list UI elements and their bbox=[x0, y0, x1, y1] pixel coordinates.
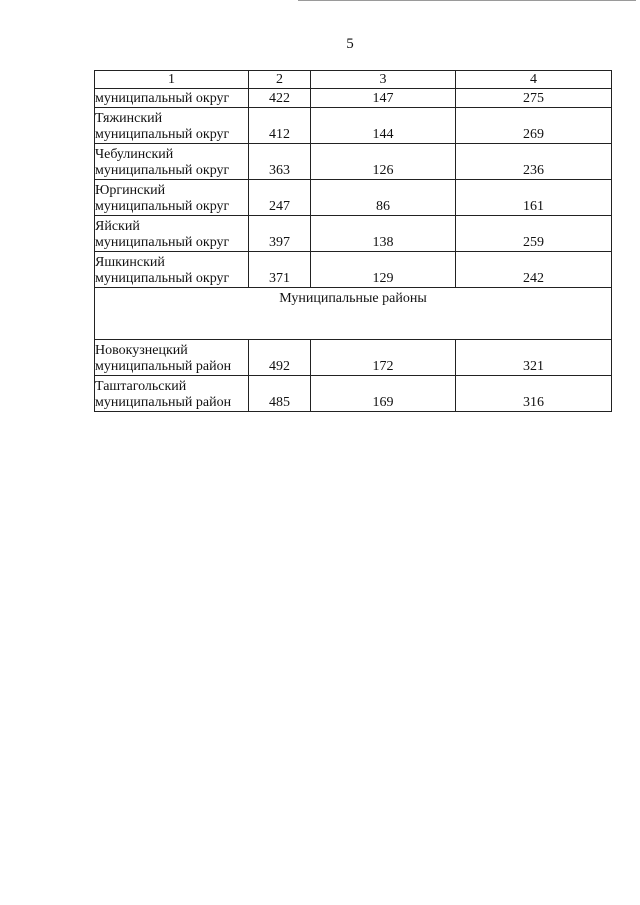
name-line: муниципальный округ bbox=[95, 271, 230, 286]
value-cell-3: 147 bbox=[311, 89, 456, 108]
value-cell-2: 412 bbox=[249, 108, 311, 144]
name-line: муниципальный район bbox=[95, 359, 232, 374]
data-table bbox=[94, 70, 612, 412]
value-cell-2: 397 bbox=[249, 216, 311, 252]
table-row bbox=[95, 108, 612, 144]
table-row bbox=[95, 340, 612, 376]
name-cell bbox=[95, 89, 249, 108]
name-cell bbox=[95, 108, 249, 144]
name-line: Тяжинский bbox=[95, 111, 163, 126]
name-cell bbox=[95, 216, 249, 252]
top-rule bbox=[298, 0, 636, 1]
table-row bbox=[95, 180, 612, 216]
value-cell-2: 422 bbox=[249, 89, 311, 108]
value-cell-4: 236 bbox=[456, 144, 612, 180]
name-cell bbox=[95, 340, 249, 376]
name-line: муниципальный округ bbox=[95, 163, 230, 178]
name-line: муниципальный округ bbox=[95, 91, 230, 106]
value-cell-4: 269 bbox=[456, 108, 612, 144]
name-cell bbox=[95, 144, 249, 180]
table-row bbox=[95, 216, 612, 252]
value-cell-2: 371 bbox=[249, 252, 311, 288]
value-cell-3: 172 bbox=[311, 340, 456, 376]
name-line: Яшкинский bbox=[95, 255, 165, 270]
table-row bbox=[95, 144, 612, 180]
header-cell-4: 4 bbox=[456, 71, 612, 89]
name-line: муниципальный округ bbox=[95, 199, 230, 214]
page-number: 5 bbox=[346, 36, 354, 52]
value-cell-4: 316 bbox=[456, 376, 612, 412]
value-cell-4: 161 bbox=[456, 180, 612, 216]
value-cell-4: 259 bbox=[456, 216, 612, 252]
section-title: Муниципальные районы bbox=[95, 288, 612, 340]
name-line: Новокузнецкий bbox=[95, 343, 188, 358]
name-line: муниципальный район bbox=[95, 395, 232, 410]
name-cell bbox=[95, 376, 249, 412]
name-line: Юргинский bbox=[95, 183, 166, 198]
value-cell-2: 363 bbox=[249, 144, 311, 180]
value-cell-4: 321 bbox=[456, 340, 612, 376]
value-cell-3: 126 bbox=[311, 144, 456, 180]
value-cell-3: 129 bbox=[311, 252, 456, 288]
value-cell-2: 247 bbox=[249, 180, 311, 216]
header-cell-1: 1 bbox=[95, 71, 249, 89]
value-cell-4: 275 bbox=[456, 89, 612, 108]
name-line: муниципальный округ bbox=[95, 127, 230, 142]
value-cell-2: 485 bbox=[249, 376, 311, 412]
name-cell bbox=[95, 252, 249, 288]
table-row bbox=[95, 252, 612, 288]
table-row bbox=[95, 376, 612, 412]
header-cell-2: 2 bbox=[249, 71, 311, 89]
name-line: Яйский bbox=[95, 219, 140, 234]
value-cell-3: 86 bbox=[311, 180, 456, 216]
header-cell-3: 3 bbox=[311, 71, 456, 89]
value-cell-3: 138 bbox=[311, 216, 456, 252]
name-line: муниципальный округ bbox=[95, 235, 230, 250]
name-line: Таштагольский bbox=[95, 379, 187, 394]
name-line: Чебулинский bbox=[95, 147, 174, 162]
value-cell-3: 169 bbox=[311, 376, 456, 412]
value-cell-2: 492 bbox=[249, 340, 311, 376]
value-cell-4: 242 bbox=[456, 252, 612, 288]
table-row bbox=[95, 89, 612, 108]
name-cell bbox=[95, 180, 249, 216]
header-row bbox=[95, 71, 612, 89]
section-row bbox=[95, 288, 612, 340]
value-cell-3: 144 bbox=[311, 108, 456, 144]
